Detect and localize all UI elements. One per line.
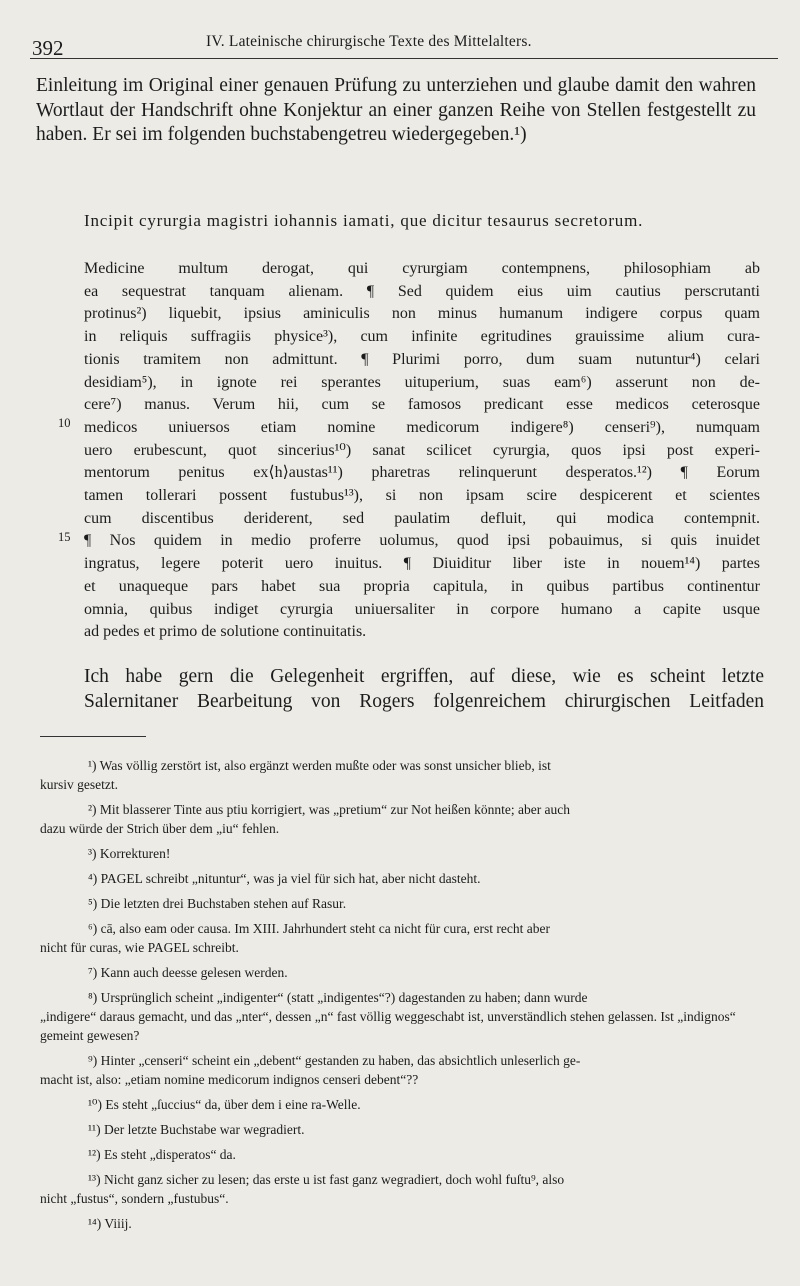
- footnote: [40, 844, 772, 863]
- footnote-continuation: „indigere“ daraus gemacht, und das „nter“, dessen „n“ fast völlig weggeschabt ist, unverständlich stehen gelassen. Ist „indignos“ gemeint gewesen?: [40, 1009, 736, 1043]
- footnote: [40, 1145, 772, 1164]
- latin-line: tionis tramitem non admittunt. ¶ Plurimi porro, dum suam nutuntur⁴) celari: [84, 350, 760, 368]
- footnote: [40, 1170, 772, 1208]
- latin-line: cum discentibus deriderent, sed paulatim defluit, qui modica contempnit.: [84, 509, 760, 527]
- footnote-first-line: ¹³) Nicht ganz sicher zu lesen; das erste u ist fast ganz wegradiert, doch wohl fuſtu⁹, also: [88, 1172, 565, 1187]
- footnote-continuation: kursiv gesetzt.: [40, 777, 118, 792]
- footnotes: [40, 756, 772, 1239]
- latin-line: medicos uniuersos etiam nomine medicorum indigere⁸) censeri⁹), numquam: [84, 418, 760, 436]
- latin-line: mentorum penitus ex⟨h⟩austas¹¹) pharetras relinquerunt desperatos.¹²) ¶ Eorum: [84, 464, 760, 482]
- running-header: [30, 30, 778, 58]
- german-line: Salernitaner Bearbeitung von Rogers folgenreichem chirurgischen Leitfaden: [84, 691, 764, 712]
- footnote: [40, 963, 772, 982]
- footnote-continuation: nicht für curas, wie PAGEL schreibt.: [40, 940, 239, 955]
- latin-line: tamen tollerari possent fustubus¹³), si non ipsam scire despicerent et scientes: [84, 487, 760, 505]
- latin-line: in reliquis suffragiis physice³), cum infinite egritudines grauissime alium cura-: [84, 328, 760, 346]
- latin-line: ¶ Nos quidem in medio proferre uolumus, quod ipsi pobauimus, si quis inuidet: [84, 532, 760, 550]
- german-line: Ich habe gern die Gelegenheit ergriffen, auf diese, wie es scheint letzte: [84, 666, 764, 687]
- footnote-continuation: dazu würde der Strich über dem „iu“ fehlen.: [40, 821, 280, 836]
- latin-line: ad pedes et primo de solutione continuitatis.: [84, 623, 367, 641]
- german-paragraph: [84, 664, 764, 714]
- footnote: [40, 919, 772, 957]
- footnote-continuation: macht ist, also: „etiam nomine medicorum indignos censeri debent“??: [40, 1072, 419, 1087]
- footnote-first-line: ¹²) Es steht „disperatos“ da.: [88, 1147, 236, 1162]
- footnote: [40, 756, 772, 794]
- footnote-first-line: ¹¹) Der letzte Buchstabe war wegradiert.: [88, 1122, 305, 1137]
- latin-line: omnia, quibus indiget cyrurgia uniuersaliter in corpore humano a capite usque: [84, 600, 760, 618]
- line-number-15: 15: [58, 530, 71, 544]
- footnote: [40, 988, 772, 1045]
- latin-line: cere⁷) manus. Verum hii, cum se famosos predicant esse medicos ceterosque: [84, 396, 760, 414]
- footnote-first-line: ²) Mit blasserer Tinte aus ptiu korrigiert, was „pretium“ zur Not heißen könnte; aber auch: [88, 802, 571, 817]
- latin-line: ingratus, legere poterit uero inuitus. ¶ Diuiditur liber iste in nouem¹⁴) partes: [84, 555, 760, 573]
- footnote: [40, 1095, 772, 1114]
- footnote: [40, 1051, 772, 1089]
- latin-line: Medicine multum derogat, qui cyrurgiam contempnens, philosophiam ab: [84, 260, 760, 277]
- footnote-first-line: ⁹) Hinter „censeri“ scheint ein „debent“ gestanden zu haben, das absichtlich unleserlich ge-: [88, 1053, 581, 1068]
- footnote-first-line: ⁴) PAGEL schreibt „nituntur“, was ja viel für sich hat, aber nicht dasteht.: [88, 871, 481, 886]
- latin-line: desidiam⁵), in ignote rei sperantes uituperium, suas eam⁶) asserunt non de-: [84, 373, 760, 391]
- intro-paragraph: Einleitung im Original einer genauen Prüfung zu unterziehen und glaube damit den wahren Wortlaut der Handschrift ohne Konjektur an einer ganzen Reihe von Stellen festgestellt zu haben. Er sei im folgenden buchstabengetreu wiedergegeben.¹): [36, 75, 756, 145]
- footnote: [40, 869, 772, 888]
- latin-line: protinus²) liquebit, ipsius aminiculis non minus humanum indigere corpus quam: [84, 305, 760, 323]
- latin-line: uero erubescunt, quot sincerius¹⁰) sanat scilicet cyrurgia, quos ipsi post experi-: [84, 441, 760, 459]
- footnote-first-line: ¹⁰) Es steht „ſuccius“ da, über dem i eine ra-Welle.: [88, 1097, 361, 1112]
- footnote-first-line: ¹) Was völlig zerstört ist, also ergänzt werden mußte oder was sonst unsicher blieb, ist: [88, 758, 551, 773]
- page-number: 392: [32, 36, 64, 60]
- footnote-rule: [40, 736, 146, 737]
- footnote: [40, 800, 772, 838]
- footnote: [40, 1214, 772, 1233]
- latin-text: [84, 258, 760, 644]
- line-number-10: 10: [58, 416, 71, 430]
- footnote: [40, 1120, 772, 1139]
- footnote-continuation: nicht „fustus“, sondern „fustubus“.: [40, 1191, 229, 1206]
- latin-line: et unaqueque pars habet sua propria capitula, in quibus partibus continentur: [84, 577, 760, 595]
- footnote-first-line: ⁸) Ursprünglich scheint „indigenter“ (statt „indigentes“?) dagestanden zu haben; dann wurde: [88, 990, 588, 1005]
- footnote-first-line: ¹⁴) Viiij.: [88, 1216, 132, 1231]
- latin-line: ea sequestrat tanquam alienam. ¶ Sed quidem eius uim cautius perscrutanti: [84, 282, 760, 300]
- footnote-first-line: ³) Korrekturen!: [88, 846, 171, 861]
- latin-title: Incipit cyrurgia magistri iohannis iamati, que dicitur tesaurus secretorum.: [84, 211, 644, 230]
- running-title: IV. Lateinische chirurgische Texte des Mittelalters.: [206, 33, 532, 50]
- footnote: [40, 894, 772, 913]
- footnote-first-line: ⁵) Die letzten drei Buchstaben stehen auf Rasur.: [88, 896, 347, 911]
- footnote-first-line: ⁷) Kann auch deesse gelesen werden.: [88, 965, 288, 980]
- footnote-first-line: ⁶) cā, also eam oder causa. Im XIII. Jahrhundert steht ca nicht für cura, erst recht aber: [88, 921, 550, 936]
- header-rule: [30, 58, 778, 59]
